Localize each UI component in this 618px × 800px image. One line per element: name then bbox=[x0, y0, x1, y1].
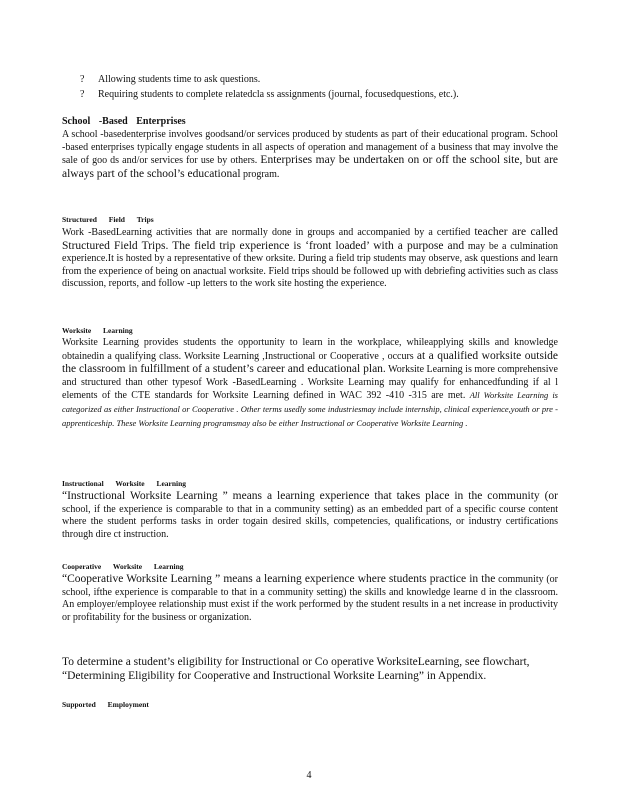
paragraph-text: “Cooperative Worksite Learning ” means a learning experience where students practice in the bbox=[62, 573, 496, 585]
paragraph-text: teacher are called Structured Field Trips. The field trip experience is ‘front loaded’ with a purpose and bbox=[62, 226, 559, 252]
paragraph-text: Enterprises may be undertaken on or off the school site, but are always part of the school’s educational bbox=[62, 154, 559, 180]
section-heading: School -Based Enterprises bbox=[62, 116, 186, 127]
bullet-item bbox=[80, 87, 550, 102]
paragraph-text: Worksite Learning provides students the opportunity to learn in the workplace, whileapplying skills and knowledge obtainedin a qualifying class. Worksite Learning ,Instructional or Cooperative , occurs bbox=[62, 337, 558, 362]
section-supported-employment bbox=[62, 700, 558, 711]
bullet-text: Allowing students time to ask questions. bbox=[98, 74, 261, 85]
bullet-marker: ? bbox=[80, 74, 85, 85]
section-eligibility bbox=[62, 656, 558, 683]
bullet-item bbox=[80, 72, 550, 87]
eligibility-line: “Determining Eligibility for Cooperative and Instructional Worksite Learning” in Appendix. bbox=[62, 669, 487, 682]
paragraph-text: “Instructional Worksite Learning ” means a learning experience that takes place in the community (or bbox=[62, 490, 558, 502]
section-instructional-worksite-learning bbox=[62, 479, 558, 541]
section-structured-field-trips bbox=[62, 215, 558, 291]
section-heading: Instructional Worksite Learning bbox=[62, 479, 187, 488]
section-cooperative-worksite-learning bbox=[62, 562, 558, 624]
section-heading: Supported Employment bbox=[62, 700, 149, 709]
paragraph-text: program. bbox=[243, 168, 280, 180]
section-heading: Worksite Learning bbox=[62, 326, 133, 335]
paragraph-text: A school -basedenterprise involves goodsand/or services produced by students as part of their educational program. School -based enterprises typically engage students in all aspects of operation and management of a business that may involve the sale of goo ds and/or services for use by others. bbox=[62, 129, 558, 167]
bullet-list bbox=[80, 72, 550, 102]
paragraph-text: at a qualified worksite outside the classroom in fulfillment of a student’s career and educational plan. bbox=[62, 349, 558, 376]
section-paragraph bbox=[62, 490, 558, 541]
paragraph-text: community (or school, ifthe experience is comparable to that in a community setting) the skills and knowledge learne d in the classroom. An employer/employee relationship must exist if the work performed by the student results in a net increase in productivity or profitability for the business or organization. bbox=[62, 574, 559, 623]
section-paragraph bbox=[62, 573, 558, 624]
section-worksite-learning bbox=[62, 326, 558, 430]
paragraph-text: Worksite Learning is more comprehensive and structured than other typesof Work -BasedLearning . Worksite Learning may qualify for enhancedfunding if al l elements of the CTE standards for Worksite Learning defined in WAC 392 -410 -315 are met. bbox=[62, 364, 558, 402]
section-paragraph bbox=[62, 337, 558, 430]
bullet-marker: ? bbox=[80, 89, 85, 100]
section-heading: Structured Field Trips bbox=[62, 215, 154, 224]
section-paragraph bbox=[62, 226, 558, 291]
bullet-text: Requiring students to complete relatedcla ss assignments (journal, focusedquestions, etc.). bbox=[98, 89, 459, 100]
eligibility-line: To determine a student’s eligibility for Instructional or Co operative WorksiteLearning, see flowchart, bbox=[62, 656, 530, 668]
section-paragraph bbox=[62, 129, 558, 181]
paragraph-italic-text: All Worksite Learning is categorized as either Instructional or Cooperative . Other terms usedly some industriesmay include internship, clinical experience,youth or pre -apprenticeship. These Worksite Learning programsmay also be either Instructional or Cooperative Worksite Learning . bbox=[62, 390, 558, 428]
section-heading: Cooperative Worksite Learning bbox=[62, 562, 184, 571]
paragraph-text: school, if the experience is comparable to that in a community setting) as an embedded part of a specific course content where the student performs tasks in order togain desired skills, competencies, qualifications, or industry certifications through dire ct instruction. bbox=[62, 503, 558, 540]
paragraph-text: may be a culmination experience.It is hosted by a representative of thew orksite. During a field trip students may observe, ask questions and learn from the experience of being on anactual worksite. Field trips should be followed up with debriefing activities such as class discussion, reports, and follow -up letters to the work site hosting the experience. bbox=[62, 240, 558, 290]
section-school-based-enterprises bbox=[62, 116, 558, 181]
paragraph-text: Work -BasedLearning activities that are normally done in groups and accompanied by a certified bbox=[62, 227, 471, 238]
page-number: 4 bbox=[306, 770, 312, 781]
